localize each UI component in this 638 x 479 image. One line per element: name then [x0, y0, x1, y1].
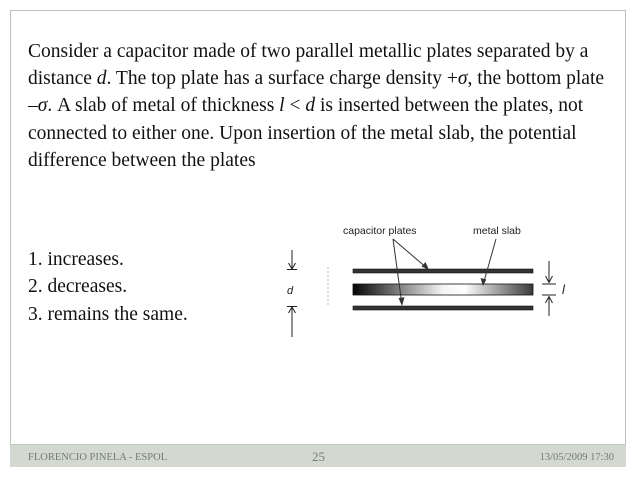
option-1: 1. increases.: [28, 249, 124, 270]
question-sigma-bottom: σ: [37, 95, 48, 117]
l-dimension-marker: [542, 261, 556, 316]
footer-page-number: 25: [312, 449, 325, 464]
question-part4: . A slab of metal of thickness: [47, 95, 280, 117]
footer-author: FLORENCIO PINELA - ESPOL: [28, 452, 168, 463]
bottom-plate: [353, 306, 533, 310]
top-plate: [353, 269, 533, 273]
question-part2: . The top plate has a surface charge density +: [106, 68, 458, 90]
question-var-d: d: [96, 68, 107, 90]
metal-slab: [353, 284, 533, 295]
question-var-l: l: [279, 95, 285, 117]
question-part5: is inserted between the plates, not connected to either one. Upon insertion of the metal slab, the potential difference between the plates: [28, 95, 584, 171]
label-metal-slab: metal slab: [473, 225, 521, 237]
label-d: d: [287, 285, 294, 297]
question-var-d2: d: [305, 95, 316, 117]
question-part1: Consider a capacitor made of two parallel metallic plates separated by a distance: [28, 41, 589, 90]
footer-datetime: 13/05/2009 17:30: [539, 452, 614, 463]
label-l: l: [562, 282, 565, 297]
question-text: [28, 38, 618, 174]
question-lt: <: [284, 95, 306, 117]
slide-footer: [10, 444, 626, 467]
question-part3: , the bottom plate –: [28, 68, 605, 117]
option-2: 2. decreases.: [28, 276, 128, 298]
capacitor-diagram: [278, 219, 578, 349]
option-3: 3. remains the same.: [28, 303, 188, 325]
answer-options: [28, 246, 188, 328]
label-capacitor-plates: capacitor plates: [343, 225, 417, 237]
question-sigma-top: σ: [457, 68, 468, 90]
